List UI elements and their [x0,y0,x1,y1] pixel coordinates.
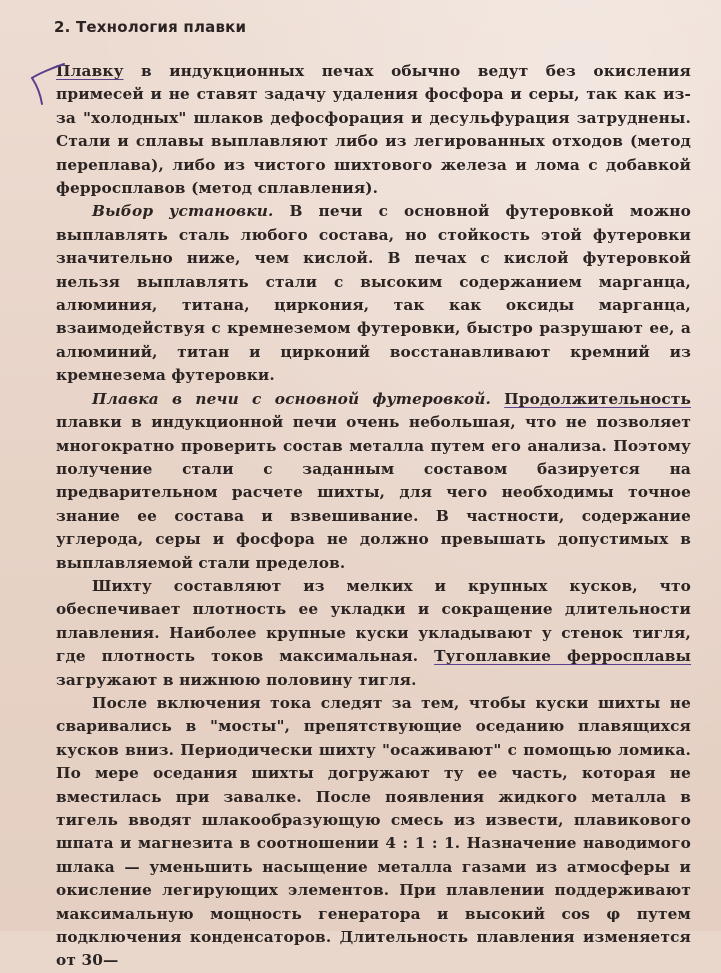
paragraph-3 [56,388,691,575]
section-title: 2. Технология плавки [54,18,247,36]
underlined-duration: Продолжительность [504,389,691,408]
paragraph-2-title: Выбор установки. [92,202,274,221]
margin-checkmark-icon [28,58,68,108]
paragraph-5-text: После включения тока следят за тем, чтобы куски шихты не сваривались в "мосты", препятствующие оседанию плавящихся кусков вниз. Периодически шихту "осаживают" с помощью ломика. По мере оседания шихты догружают ту ее часть, которая не вместилась при завалке. После появления жидкого металла в тигель вводят шлакообразующую смесь из извести, плавикового шпата и магнезита в соотношении 4 : 1 : 1. Назначение наводимого шлака — уменьшить насыщение металла газами из атмосферы и окисление легирующих элементов. При плавлении поддерживают максимальную мощность генератора и высокий cos φ путем подключения конденсаторов. Длительность плавления изменяется от 30— [56,693,691,970]
paragraph-2 [56,200,691,387]
paragraph-4-tail: загружают в нижнюю половину тигля. [56,670,417,689]
paragraph-3-text: плавки в индукционной печи очень небольшая, что не позволяет многократно проверить состав металла путем его анализа. Поэтому получение стали с заданным составом базируется на предварительном расчете шихты, для чего необходимы точное знание ее состава и взвешивание. В частности, содержание углерода, серы и фосфора не должно превышать допустимых в выплавляемой стали пределов. [56,413,691,572]
paragraph-3-title: Плавка в печи с основной футеровкой. [92,389,491,408]
paragraph-4 [56,575,691,692]
paragraph-2-text: В печи с основной футеровкой можно выплавлять сталь любого состава, но стойкость этой футеровки значительно ниже, чем кислой. В печах с кислой футеровкой нельзя выплавлять стали с высоким содержанием марганца, алюминия, титана, циркония, так как оксиды марганца, взаимодействуя с кремнеземом футеровки, быстро разрушают ее, а алюминий, титан и цирконий восстанавливают кремний из кремнезема футеровки. [56,202,691,385]
paragraph-1 [56,60,691,200]
paragraph-4-text: Шихту составляют из мелких и крупных кусков, что обеспечивает плотность ее укладки и сокращение длительности плавления. Наиболее крупные куски укладывают у стенок тигля, где плотность токов максимальная. [56,576,691,666]
paragraph-1-text: в индукционных печах обычно ведут без окисления примесей и не ставят задачу удаления фосфора и серы, так как из-за "холодных" шлаков дефосфорация и десульфурация затруднены. Стали и сплавы выплавляют либо из легированных отходов (метод переплава), либо из чистого шихтового железа и лома с добавкой ферросплавов (метод сплавления). [56,62,691,198]
underlined-ferroalloys: Тугоплавкие ферросплавы [434,647,691,666]
underlined-first-word: Плавку [56,62,124,80]
